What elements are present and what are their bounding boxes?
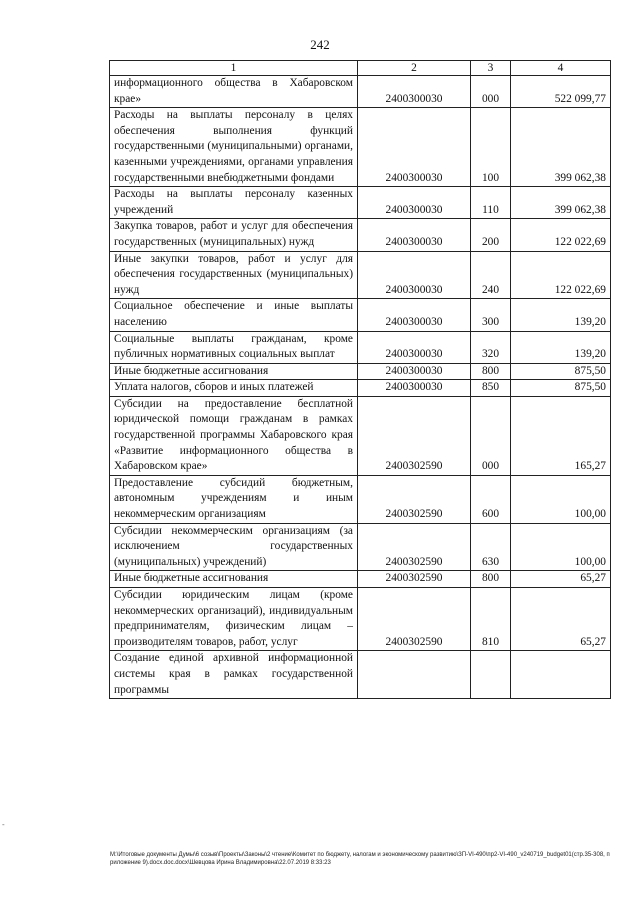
cell-amount: 122 022,69 [511, 219, 611, 251]
table-row [110, 251, 611, 299]
table-header-row [110, 61, 611, 76]
cell-expense-type: 100 [471, 108, 511, 187]
cell-amount: 875,50 [511, 363, 611, 380]
table-row [110, 331, 611, 363]
cell-expense-type: 600 [471, 475, 511, 523]
document-path-footer: М:\Итоговые документы Думы\6 созыв\Проекты\Законы\2 чтение\Комитет по бюджету, налогам и экономическому развитию\ЗП-VI-490\пр2-VI-490_v240719_budget01(стр.35-308, приложение 9).docx.doc.docx\Шевцова Ирина Владимировна\22.07.2019 8:33:23 [110, 852, 610, 866]
cell-expense-type: 300 [471, 299, 511, 331]
cell-name: Субсидии на предоставление бесплатной юридической помощи гражданам в рамках государственной программы Хабаровского края «Развитие информационного общества в Хабаровском крае» [110, 396, 358, 475]
cell-code: 2400302590 [358, 571, 471, 588]
cell-code: 2400302590 [358, 396, 471, 475]
cell-code: 2400300030 [358, 331, 471, 363]
cell-expense-type: 810 [471, 588, 511, 651]
column-header-name: 1 [110, 61, 358, 76]
cell-name: Субсидии юридическим лицам (кроме некоммерческих организаций), индивидуальным предпринимателям, физическим лицам – производителям товаров, работ, услуг [110, 588, 358, 651]
cell-expense-type: 320 [471, 331, 511, 363]
cell-amount: 399 062,38 [511, 108, 611, 187]
cell-name: Расходы на выплаты персоналу в целях обеспечения выполнения функций государственными (муниципальными) органами, казенными учреждениями, органами управления государственными внебюджетными фондами [110, 108, 358, 187]
cell-code: 2400300030 [358, 187, 471, 219]
cell-expense-type: 200 [471, 219, 511, 251]
cell-amount: 165,27 [511, 396, 611, 475]
cell-expense-type: 000 [471, 76, 511, 108]
cell-code: 2400300030 [358, 76, 471, 108]
cell-expense-type: 800 [471, 363, 511, 380]
cell-amount: 65,27 [511, 571, 611, 588]
cell-expense-type: 000 [471, 396, 511, 475]
cell-name: Иные бюджетные ассигнования [110, 571, 358, 588]
column-header-vr: 3 [471, 61, 511, 76]
cell-code: 2400302590 [358, 475, 471, 523]
cell-amount: 100,00 [511, 523, 611, 571]
edge-mark: - [2, 820, 5, 829]
cell-amount: 522 099,77 [511, 76, 611, 108]
page-number: 242 [310, 37, 330, 52]
cell-amount: 65,27 [511, 588, 611, 651]
table-row [110, 651, 611, 699]
cell-name: Иные закупки товаров, работ и услуг для обеспечения государственных (муниципальных) нужд [110, 251, 358, 299]
cell-code: 2400300030 [358, 363, 471, 380]
cell-name: информационного общества в Хабаровском крае» [110, 76, 358, 108]
table-row [110, 396, 611, 475]
cell-amount: 139,20 [511, 299, 611, 331]
table-row [110, 108, 611, 187]
cell-name: Уплата налогов, сборов и иных платежей [110, 380, 358, 397]
cell-code: 2400300030 [358, 108, 471, 187]
column-header-sum: 4 [511, 61, 611, 76]
cell-code: 2400302590 [358, 588, 471, 651]
cell-code: 2400300030 [358, 219, 471, 251]
cell-name: Создание единой архивной информационной системы края в рамках государственной программы [110, 651, 358, 699]
cell-amount: 139,20 [511, 331, 611, 363]
cell-code: 2400302590 [358, 523, 471, 571]
budget-table [109, 60, 611, 699]
table-row [110, 187, 611, 219]
cell-name: Расходы на выплаты персоналу казенных учреждений [110, 187, 358, 219]
cell-expense-type: 800 [471, 571, 511, 588]
cell-code: 2400300030 [358, 380, 471, 397]
table-row [110, 475, 611, 523]
cell-name: Предоставление субсидий бюджетным, автономным учреждениям и иным некоммерческим организациям [110, 475, 358, 523]
cell-name: Иные бюджетные ассигнования [110, 363, 358, 380]
cell-amount: 100,00 [511, 475, 611, 523]
cell-amount: 122 022,69 [511, 251, 611, 299]
cell-expense-type: 240 [471, 251, 511, 299]
table-row [110, 76, 611, 108]
cell-amount [511, 651, 611, 699]
cell-code: 2400300030 [358, 251, 471, 299]
cell-amount: 875,50 [511, 380, 611, 397]
cell-name: Социальное обеспечение и иные выплаты населению [110, 299, 358, 331]
cell-name: Субсидии некоммерческим организациям (за исключением государственных (муниципальных) учреждений) [110, 523, 358, 571]
table-row [110, 523, 611, 571]
cell-expense-type: 850 [471, 380, 511, 397]
cell-name: Социальные выплаты гражданам, кроме публичных нормативных социальных выплат [110, 331, 358, 363]
table-row [110, 219, 611, 251]
cell-expense-type: 110 [471, 187, 511, 219]
column-header-code: 2 [358, 61, 471, 76]
cell-code: 2400300030 [358, 299, 471, 331]
table-row [110, 571, 611, 588]
table-row [110, 363, 611, 380]
table-row [110, 299, 611, 331]
cell-expense-type: 630 [471, 523, 511, 571]
cell-code [358, 651, 471, 699]
table-row [110, 588, 611, 651]
table-row [110, 380, 611, 397]
cell-name: Закупка товаров, работ и услуг для обеспечения государственных (муниципальных) нужд [110, 219, 358, 251]
cell-amount: 399 062,38 [511, 187, 611, 219]
cell-expense-type [471, 651, 511, 699]
